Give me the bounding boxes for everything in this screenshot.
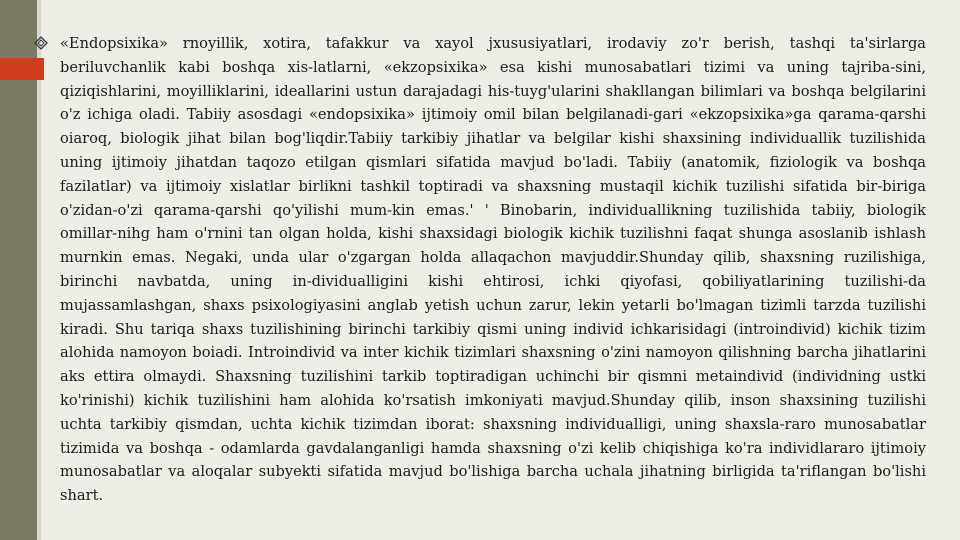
slide-sidebar-bar [0, 0, 37, 540]
diamond-outline-icon [34, 32, 60, 50]
body-paragraph: «Endopsixika» rnoyillik, xotira, tafakkur va xayol jxususiyatlari, irodaviy zo'r berish, tashqi ta'sirlarga beriluvchanlik kabi boshqa xis-latlarni, «ekzopsixika» esa kishi munosabatlari tizimi va uning tajriba-sini, qiziqishlarini, moyilliklarini, ideallarini ustun darajadagi his-tuyg'ularini shakllangan bilimlari va boshqa belgilarini o'z ichiga oladi. Tabiiy asosdagi «endopsixika» ijtimoiy omil bilan belgilanadi-gari «ekzopsixika»ga qarama-qarshi oiaroq, biologik jihat bilan bog'liqdir.Tabiiy tarkibiy jihatlar va belgilar kishi shaxsining individuallik tuzilishida uning ijtimoiy jihatdan taqozo etilgan qismlari sifatida mavjud bo'ladi. Tabiiy (anatomik, fiziologik va boshqa fazilatlar) va ijtimoiy xislatlar birlikni tashkil toptiradi va shaxsning mustaqil kichik tuzilishi sifatida bir-biriga o'zidan-o'zi qarama-qarshi qo'yilishi mum-kin emas.' ' Binobarin, individuallikning tuzilishida tabiiy, biologik omillar-nihg ham o'rnini tan olgan holda, kishi shaxsidagi biologik kichik tuzilishni faqat shunga asoslanib ishlash murnkin emas. Negaki, unda ular o'zgargan holda allaqachon mavjuddir.Shunday qilib, shaxsning ruzilishiga, birinchi navbatda, uning in-dividualligini kishi ehtirosi, ichki qiyofasi, qobiliyatlarining tuzilishi-da mujassamlashgan, shaxs psixologiyasini anglab yetish uchun zarur, lekin yetarli bo'lmagan tizimli tarzda tuzilishi kiradi. Shu tariqa shaxs tuzilishining birinchi tarkibiy qismi uning individ ichkarisidagi (introindivid) kichik tizim alohida namoyon boiadi. Introindivid va inter kichik tizimlari shaxsning o'zini namoyon qilishning barcha jihatlarini aks ettira olmaydi. Shaxsning tuzilishini tarkib toptiradigan uchinchi bir qismni metaindivid (individning ustki ko'rinishi) kichik tuzilishini ham alohida ko'rsatish imkoniyati mavjud.Shunday qilib, inson shaxsining tuzilishi uchta tarkibiy qismdan, uchta kichik tizimdan iborat: shaxsning individualligi, uning shaxsla-raro munosabatlar tizimida va boshqa - odamlarda gavdalanganligi hamda shaxsning o'zi kelib chiqishiga ko'ra individlararo ijtimoiy munosabatlar va aloqalar subyekti sifatida mavjud bo'lishiga barcha uchala jihatning birligida ta'riflangan bo'lishi shart. [60, 35, 926, 505]
slide-content [34, 32, 926, 532]
